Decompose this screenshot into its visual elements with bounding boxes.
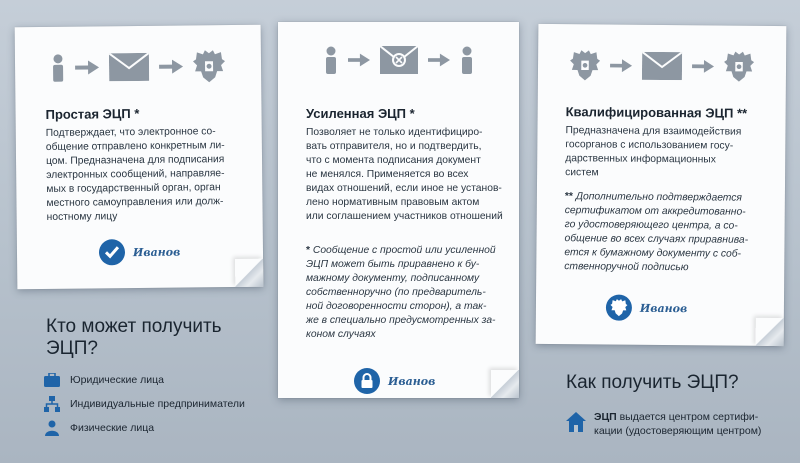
text-line: что с момента подписания документ xyxy=(306,155,481,166)
card1-title: Простая ЭЦП * xyxy=(45,105,140,122)
card2-flow-diagram xyxy=(278,46,519,74)
envelope-icon xyxy=(642,52,682,80)
text-line: мажному документу, подписанному xyxy=(306,273,480,284)
qualified-signature-card xyxy=(536,24,787,346)
text-line: Позволяет не только идентифициро- xyxy=(306,127,483,138)
briefcase-icon xyxy=(44,373,60,387)
text-line: цом. Предназначена для подписания xyxy=(45,154,225,167)
text-line: Сообщение с простой или усиленной xyxy=(312,245,496,256)
coat-of-arms-icon xyxy=(724,50,754,84)
list-item-label: Индивидуальные предприниматели xyxy=(70,398,245,410)
person-icon xyxy=(44,420,60,436)
how-text-line: выдается центром сертифи- xyxy=(616,411,759,423)
coat-of-arms-seal-icon xyxy=(606,295,632,321)
text-line: лено нормативным правовым актом xyxy=(306,197,480,208)
sealed-envelope-icon xyxy=(380,46,418,74)
footnote-star: ** xyxy=(564,191,573,203)
who-list xyxy=(44,368,245,440)
text-line: местного самоуправления или долж- xyxy=(46,196,224,209)
text-line: ностному лицу xyxy=(46,211,118,223)
text-line: госорганов с использованием госу- xyxy=(565,139,734,152)
text-line: общение отправлено конкретным ли- xyxy=(45,140,225,153)
page-curl xyxy=(756,318,784,346)
how-text-line: кации (удостоверяющим центром) xyxy=(594,425,762,437)
who-heading-line: Кто может получить xyxy=(46,316,222,337)
who-heading-line: ЭЦП? xyxy=(46,338,98,359)
text-line: Дополнительно подтверждается xyxy=(575,191,742,204)
text-line: собственноручно (по предваритель- xyxy=(306,287,486,298)
simple-signature-card xyxy=(15,25,264,290)
text-line: же в специально предусмотренных за- xyxy=(306,315,496,326)
text-line: или соглашением участников отношений xyxy=(306,211,503,222)
card2-footnote xyxy=(306,244,511,342)
list-item xyxy=(44,392,245,416)
signature-text: Иванов xyxy=(132,245,181,259)
arrow-icon xyxy=(348,53,370,67)
arrow-icon xyxy=(75,60,99,74)
text-line: го удостоверяющего центра, а со- xyxy=(564,219,738,232)
list-item-label: Юридические лица xyxy=(70,374,164,386)
text-line: сертификатом от аккредитованно- xyxy=(564,205,746,218)
enhanced-signature-card xyxy=(278,22,519,398)
arrow-icon xyxy=(692,59,714,73)
card2-signature-badge xyxy=(354,368,435,394)
list-item-label: Физические лица xyxy=(70,422,155,434)
text-line: коном случаях xyxy=(306,329,376,340)
text-line: вать отправителя, но и подтвердить, xyxy=(306,141,482,152)
card2-description xyxy=(306,126,511,224)
text-line: ЭЦП может быть приравнено к бу- xyxy=(306,259,480,270)
padlock-icon xyxy=(354,368,380,394)
text-line: дарственных информационных xyxy=(565,153,716,166)
coat-of-arms-icon xyxy=(193,49,225,83)
page-curl xyxy=(235,259,263,287)
card3-signature-badge xyxy=(606,295,688,322)
house-icon xyxy=(566,412,586,432)
arrow-icon xyxy=(159,60,183,74)
page-curl xyxy=(491,370,519,398)
person-icon xyxy=(460,46,474,74)
card3-flow-diagram xyxy=(538,48,786,84)
footnote-star: * xyxy=(306,245,311,256)
card1-signature-badge xyxy=(99,239,181,266)
text-line: общение во всех случаях приравнива- xyxy=(564,233,749,246)
text-line: Предназначена для взаимодействия xyxy=(565,125,742,138)
text-line: ной договоренности сторон), а так- xyxy=(306,301,487,312)
org-chart-icon xyxy=(44,396,60,412)
card3-description xyxy=(565,124,770,182)
coat-of-arms-icon xyxy=(570,48,600,82)
card3-title: Квалифицированная ЭЦП ** xyxy=(565,104,748,121)
person-icon xyxy=(51,54,65,82)
card3-footnote xyxy=(564,190,770,276)
text-line: Подтверждает, что электронное со- xyxy=(45,126,216,139)
text-line: ственноручной подписью xyxy=(564,261,689,274)
person-icon xyxy=(324,46,338,74)
text-line: систем xyxy=(565,167,599,179)
card1-flow-diagram xyxy=(15,49,261,86)
signature-text: Иванов xyxy=(639,301,688,315)
arrow-icon xyxy=(428,53,450,67)
list-item xyxy=(44,416,245,440)
text-line: мых в государственный орган, орган xyxy=(46,182,221,195)
signature-text: Иванов xyxy=(388,374,436,388)
card2-title: Усиленная ЭЦП * xyxy=(306,106,415,121)
envelope-icon xyxy=(109,53,149,81)
how-info xyxy=(566,410,761,438)
text-line: электронных сообщений, направляе- xyxy=(46,168,225,181)
how-bold-text: ЭЦП xyxy=(594,411,617,423)
checkmark-icon xyxy=(99,239,125,265)
text-line: видах отношений, если иное не установ- xyxy=(306,183,502,194)
text-line: не менялся. Применяется во всех xyxy=(306,169,469,180)
text-line: ется к бумажному документу с соб- xyxy=(564,247,742,260)
list-item xyxy=(44,368,245,392)
card1-description xyxy=(46,125,252,225)
how-heading: Как получить ЭЦП? xyxy=(566,372,739,393)
who-heading xyxy=(46,316,222,360)
arrow-icon xyxy=(610,59,632,73)
